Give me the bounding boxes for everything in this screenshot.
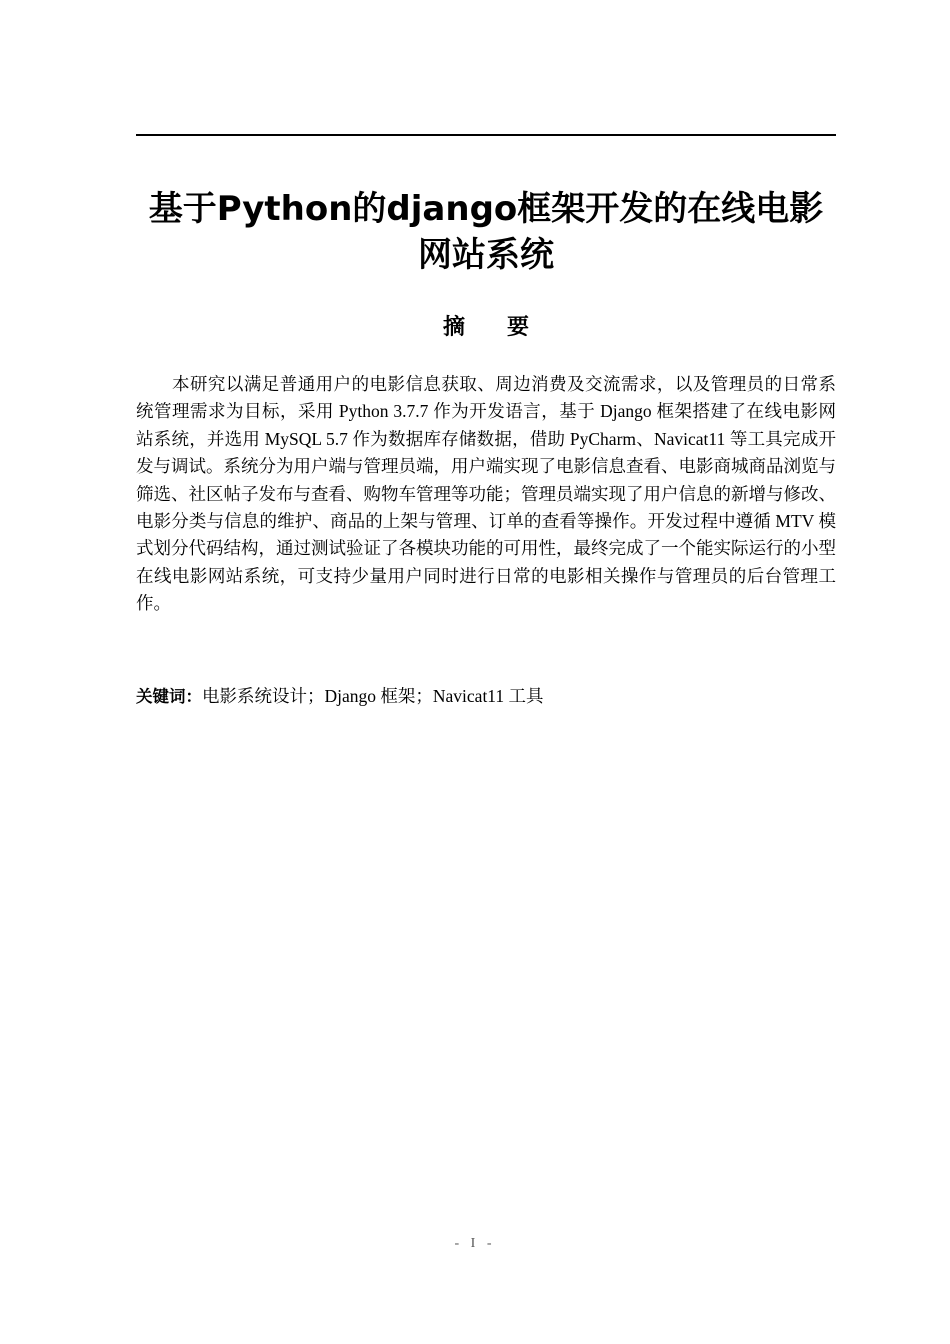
abstract-body: 本研究以满足普通用户的电影信息获取、周边消费及交流需求，以及管理员的日常系统管理需求为目标，采用 Python 3.7.7 作为开发语言，基于 Django 框架搭建了在线电影网站系统，并选用 MySQL 5.7 作为数据库存储数据，借助 PyCharm、Navicat11 等工具完成开发与调试。系统分为用户端与管理员端，用户端实现了电影信息查看、电影商城商品浏览与筛选、社区帖子发布与查看、购物车管理等功能；管理员端实现了用户信息的新增与修改、电影分类与信息的维护、商品的上架与管理、订单的查看等操作。开发过程中遵循 MTV 模式划分代码结构，通过测试验证了各模块功能的可用性，最终完成了一个能实际运行的小型在线电影网站系统，可支持少量用户同时进行日常的电影相关操作与管理员的后台管理工作。 [136,374,836,614]
keywords-label: 关键词： [136,687,202,706]
document-title: 基于Python的django框架开发的在线电影网站系统 [148,189,824,275]
header-rule [136,134,836,136]
page-number: - I - [454,1236,496,1251]
abstract-heading: 摘要 [442,315,571,340]
keywords-line [136,683,836,710]
keywords-text: 电影系统设计；Django 框架；Navicat11 工具 [202,686,544,706]
